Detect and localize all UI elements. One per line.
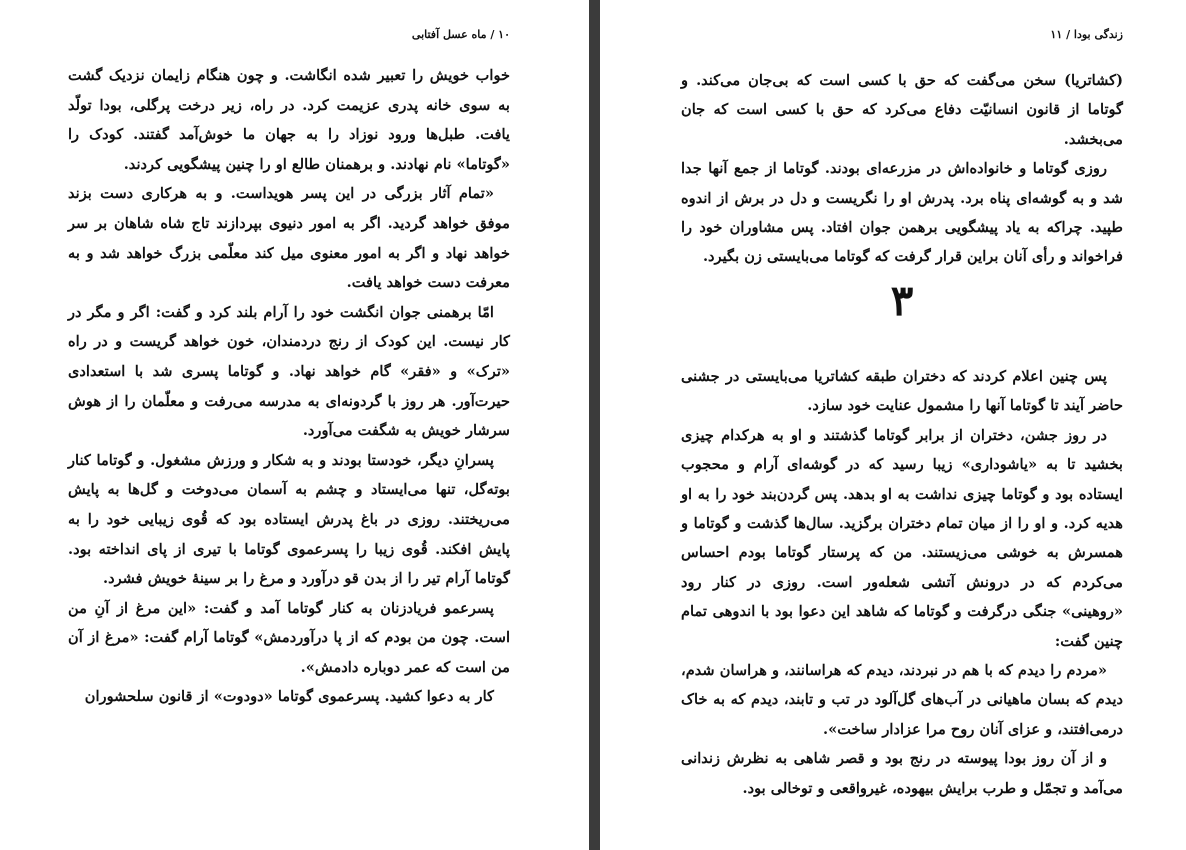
- paragraph: پسرانِ دیگر، خودستا بودند و به شکار و ورزش مشغول. و گوتاما کنار بوته‌گل، تنها می‌ایستاد و چشم به آسمان می‌دوخت و گل‌ها به پایش می‌ریختند. روزی در باغ پدرش ایستاده بود که قُوی زیبایی خود را به پایش افکند. قُوی زیبا را پسرعموی گوتاما با تیری از پای انداخته بود. گوتاما آرام تیر را از بدن قو درآورد و مرغ را بر سینهٔ خویش فشرد.: [68, 451, 510, 588]
- page-header: ۱۰ / ماه عسل آفتابی: [411, 28, 510, 41]
- paragraph: «تمام آثار بزرگی در این پسر هویداست. و به هرکاری دست بزند موفق خواهد گردید. اگر به امور دنیوی بپردازند تاج شاه شاهان بر سر خواهد نهاد و اگر به امور معنوی میل کند معلّمی بزرگ خواهد شد و به معرفت دست خواهد یافت.: [68, 185, 510, 292]
- page-body: [68, 61, 510, 712]
- paragraph: خواب خویش را تعبیر شده انگاشت. و چون هنگام زایمان نزدیک گشت به سوی خانه پدری عزیمت کرد. در راه، زیر درخت پرگلی، بودا تولّد یافت. طبل‌ها ورود نوزاد را به جهان ما خوش‌آمد گفتند. کودک را «گوتاما» نام نهادند. و برهمنان طالع او را چنین پیشگویی کردند.: [68, 67, 510, 173]
- right-page: [681, 0, 1123, 850]
- paragraph: در روز جشن، دختران از برابر گوتاما گذشتند و او به هرکدام چیزی بخشید تا به «یاشوداری» زیبا رسید که در گوشه‌ای آرام و محجوب ایستاده بود و گوتاما چیزی نداشت به او بدهد. پس گردن‌بند خود را به او هدیه کرد. و او را از میان تمام دختران برگزید. سال‌ها گذشت و گوتاما و همسرش به خوشی می‌زیستند. من که پرستار گوتاما بودم احساس می‌کردم که در درونش آتشی شعله‌ور است. روزی در کنار رود «روهینی» جنگی درگرفت و گوتاما که شاهد این دعوا بود با اندوهی تمام چنین گفت:: [681, 426, 1123, 650]
- left-page: [68, 0, 510, 850]
- paragraph: پس چنین اعلام کردند که دختران طبقه کشاتریا می‌بایستی در جشنی حاضر آیند تا گوتاما آنها را مشمول عنایت خود سازد.: [681, 368, 1123, 415]
- paragraph: (کشاتریا) سخن می‌گفت که حق با کسی است که بی‌جان می‌کند. و گوتاما از قانون انسانیّت دفاع می‌کرد که حق با کسی است که جان می‌بخشد.: [681, 72, 1123, 148]
- paragraph: «مردم را دیدم که با هم در نبردند، دیدم که هراسانند، و هراسان شدم، دیدم که بسان ماهیانی در آب‌های گل‌آلود در تب و تابند، دیدم که به خاک درمی‌افتند، و عزای آنان روح مرا عزادار ساخت».: [681, 662, 1123, 738]
- page-body-top: [681, 66, 1123, 272]
- page-body-bottom: [681, 362, 1123, 803]
- paragraph: کار به دعوا کشید. پسرعموی گوتاما «دودوت» از قانون سلحشوران: [84, 688, 494, 706]
- page-gutter: [589, 0, 600, 850]
- chapter-number: ۳: [890, 276, 914, 325]
- paragraph: پسرعمو فریادزنان به کنار گوتاما آمد و گفت: «این مرغ از آنِ من است. چون من بودم که از پا درآوردمش» گوتاما آرام گفت: «مرغ از آن من است که عمر دوباره دادمش».: [68, 599, 510, 676]
- page-header: زندگی بودا / ۱۱: [1050, 28, 1123, 41]
- paragraph: و از آن روز بودا پیوسته در رنج بود و قصر شاهی به نظرش زندانی می‌آمد و تجمّل و طرب برایش بیهوده، غیرواقعی و توخالی بود.: [681, 750, 1123, 797]
- paragraph: روزی گوتاما و خانواده‌اش در مزرعه‌ای بودند. گوتاما از جمع آنها جدا شد و به گوشه‌ای پناه برد. پدرش او را نگریست و دل در برش از اندوه طپید. چراکه به یاد پیشگویی برهمن جوان افتاد. پس مشاوران خود را فراخواند و رأی آنان براین قرار گرفت که گوتاما می‌بایستی زن بگیرد.: [681, 160, 1123, 266]
- paragraph: امّا برهمنی جوان انگشت خود را آرام بلند کرد و گفت: اگر و مگر در کار نیست. این کودک از رنج دردمندان، خون خواهد گریست و در راه «ترک» و «فقر» گام خواهد نهاد. و گوتاما پسری شد با استعدادی حیرت‌آور. هر روز با گردونه‌ای به مدرسه می‌رفت و معلّمان را از هوش سرشار خویش به شگفت می‌آورد.: [68, 303, 510, 440]
